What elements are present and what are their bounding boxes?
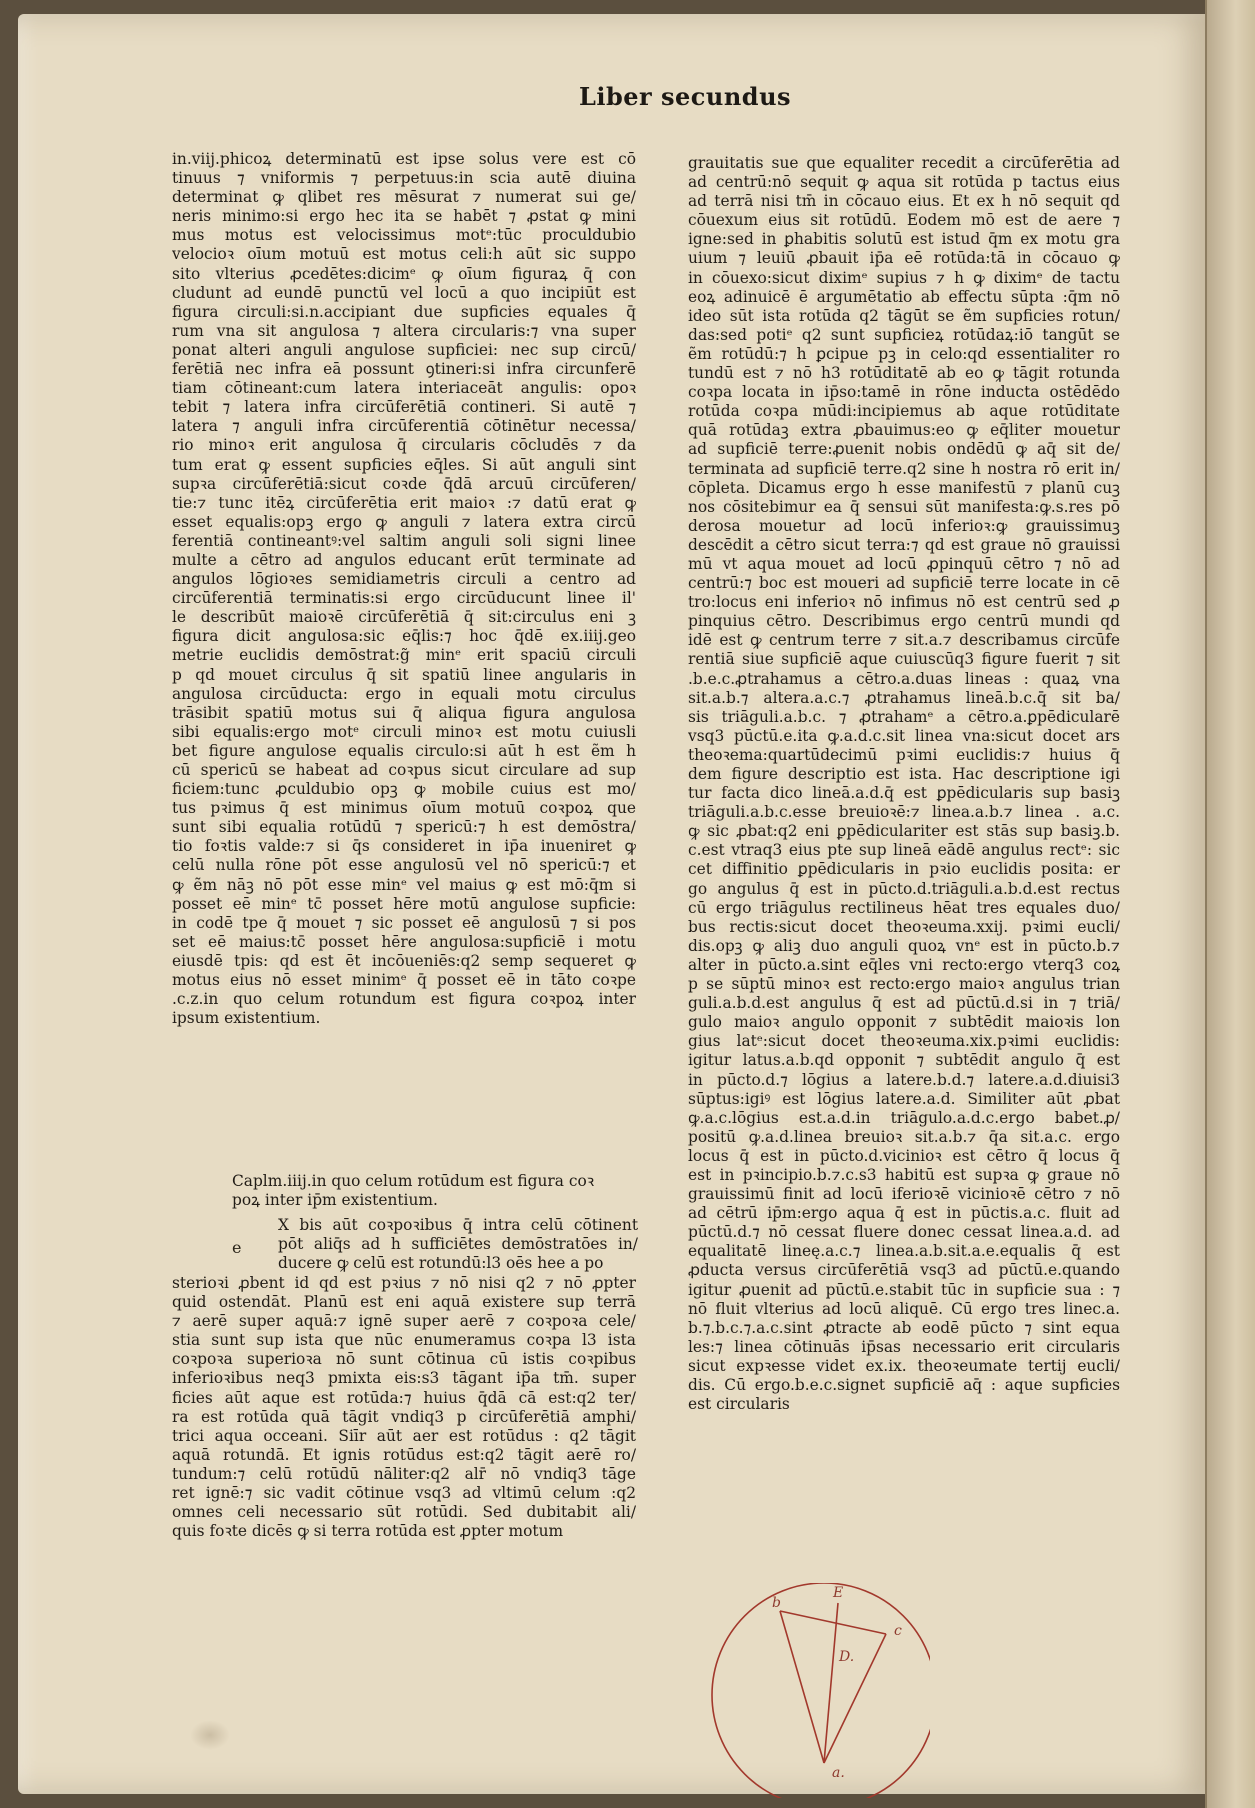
diagram-circle: [712, 1583, 930, 1798]
text-line: sunt sibi equalia rotūdū ⁊ spericū:⁊ h est demōstra/: [172, 818, 636, 837]
ink-smudge: [190, 1720, 230, 1750]
text-line: trāsibit spatiū motus sui q̄ aliqua figura angulosa: [172, 703, 636, 722]
text-line: latera ⁊ anguli infra circūferentiā cōtinētur necessa/: [172, 417, 636, 436]
text-line: ꝙ sic ꝓbat:q2 eni ꝑpēdiculariter est stās sup basiꝫ.b.: [688, 822, 1120, 841]
chapter-heading: [232, 1172, 652, 1210]
text-line: ꝙ.a.c.lōgius est.a.d.in triāgulo.a.d.c.ergo babet.ꝓ/: [688, 1108, 1120, 1127]
text-line: cū ergo triāgulus rectilineus hēat tres equales duo/: [688, 898, 1120, 917]
adjacent-page-edge: [1205, 0, 1255, 1808]
text-line: gius latᵉ:sicut docet theoꝛeuma.xix.pꝛimi euclidis:: [688, 1032, 1120, 1051]
text-line: tundū est ⁊ nō h3 rotūditatē ab eo ꝙ tāgit rotunda: [688, 364, 1120, 383]
text-line: descēdit a cētro sicut terra:⁊ qd̄ est graue nō grauissi: [688, 535, 1120, 554]
text-line: p qd̄ mouet circulus q̄ sit spatiū linee angularis in: [172, 665, 636, 684]
text-line: grauitatis sue que equaliter recedit a circūferētia ad: [688, 154, 1120, 172]
text-line: ferentiā contineantꝰ:vel saltim anguli soli signi linee: [172, 531, 636, 550]
text-line: sibi equalis:ergo motᵉ circuli minoꝛ est motu cuiusli: [172, 722, 636, 741]
text-line: in.viij.phicoꝝ determinatū est ipse solus vere est cō: [172, 150, 636, 168]
text-line: est in pꝛincipio.b.⁊.c.s3 habitū est supꝛa ꝙ graue nō: [688, 1165, 1120, 1184]
text-line: metrie euclidis demōstrat:g̃ minᵉ erit spaciū circuli: [172, 646, 636, 665]
text-line: igitur ꝓuenit ad pūctū.e.stabit tūc in supficie sua : ⁊: [688, 1280, 1120, 1299]
text-line: cet diffinitio ꝑpēdicularis in pꝛio euclidis posita: er: [688, 860, 1120, 879]
text-line: rum vna sit angulosa ⁊ altera circularis:⁊ vna super: [172, 321, 636, 340]
text-line: uium ⁊ leuiū ꝓbauit ip̄a eē rotūda:tā in cōcauo ꝙ: [688, 249, 1120, 268]
text-line: le describūt maioꝛē circūferētiā q̄ sit:circulus eni ꝫ: [172, 608, 636, 627]
text-line: vsq3 pūctū.e.ita ꝙ.a.d.c.sit linea vna:sicut docet ars: [688, 726, 1120, 745]
text-line: inferioꝛibus neq3 pmixta eis:s3 tāgant ip̄a tm̄. super: [172, 1369, 636, 1388]
text-line: eoꝝ adinuicē ē argumētatio ab effectu sūpta :q̄m nō: [688, 287, 1120, 306]
text-line: ẽm rotūdū:⁊ h ꝑcipue pꝫ in celo:qd̄ essentialiter ro: [688, 344, 1120, 363]
text-line: circūferentiā terminatis:si ergo circūducunt linee il': [172, 589, 636, 608]
text-line: ferētiā nec infra eā possunt ꝯtineri:si infra circunferē: [172, 360, 636, 379]
diagram-label-d: D.: [839, 1649, 855, 1665]
text-line: angulos lōgioꝛes semidiametris circuli a centro ad: [172, 570, 636, 589]
text-line: igne:sed in ꝑhabitis solutū est istud q̄m ex motu gra: [688, 230, 1120, 249]
left-text-column: [172, 150, 636, 1028]
text-line: das:sed potiᵉ q2 sunt supficieꝝ rotūdaꝝ:iō tangūt se: [688, 325, 1120, 344]
text-line: multe a cētro ad angulos educant erūt terminate ad: [172, 550, 636, 569]
text-line: supꝛa circūferētiā:sicut coꝛde q̄dā arcuū circūferen/: [172, 474, 636, 493]
text-line: coꝛpa locata in ip̄so:tamē in rōne inducta ostēdēdo: [688, 383, 1120, 402]
text-line: terminata ad supficiē terre.q2 sine h nostra rō erit in/: [688, 459, 1120, 478]
text-line: les:⁊ linea cōtinuās ip̄sas necessario erit circularis: [688, 1337, 1120, 1356]
text-line: equalitatē lineę.a.c.⁊ linea.a.b.sit.a.e.equalis q̄ est: [688, 1242, 1120, 1261]
text-line: bet figure angulose equalis circulo:si aūt h est ẽm h: [172, 741, 636, 760]
text-line: posset eē minᵉ tc̄ posset hēre motū angulose supficie:: [172, 894, 636, 913]
text-line: tundum:⁊ celū rotūdū nāliter:q2 alr̄ nō vndiq3 tāge: [172, 1464, 636, 1483]
text-line: locus q̄ est in pūcto.d.vicinioꝛ est cētro q̄ locus q̄: [688, 1146, 1120, 1165]
text-line: dem figure descriptio est ista. Hac descriptione igi: [688, 765, 1120, 783]
text-line: ducere ꝙ celū est rotundū:l3 oēs hee a po: [278, 1254, 604, 1273]
text-line: quis foꝛte dicēs ꝙ si terra rotūda est ꝓpter motum: [172, 1522, 564, 1541]
text-line: pōt aliq̄s ad h sufficiētes demōstratōes in/: [278, 1235, 638, 1254]
text-line: guli.a.b.d.est angulus q̄ est ad pūctū.d.si in ⁊ triā/: [688, 994, 1120, 1013]
text-line: ficiem:tunc ꝓculdubio opꝫ ꝙ mobile cuius est mo/: [172, 780, 636, 799]
text-line: idē est ꝙ centrum terre ⁊ sit.a.⁊ describamus circūfe: [688, 631, 1120, 650]
circle-diagram: [700, 1583, 930, 1798]
text-line: tus pꝛimus q̄ est minimus oīum motuū coꝛpoꝝ que: [172, 799, 636, 818]
text-line: quid ostendāt. Planū est eni aquā existere sup terrā: [172, 1293, 636, 1312]
text-line: set eē maius:tc̄ posset hēre angulosa:supficiē i motu: [172, 932, 636, 951]
diagram-line-ab: [780, 1611, 824, 1763]
text-line: grauissimū finit ad locū iferioꝛē vicinioꝛē cētro ⁊ nō: [688, 1185, 1120, 1204]
text-line: ret ignē:⁊ sic vadit cōtinue vsq3 ad vltimū celum :q2: [172, 1484, 636, 1503]
text-line: cludunt ad eundē punctū vel locū a quo incipiūt est: [172, 283, 636, 302]
text-line: tiam cōtineant:cum latera interiaceāt angulis: opoꝛ: [172, 379, 636, 398]
text-line: tebit ⁊ latera infra circūferētiā contineri. Si autē ⁊: [172, 398, 636, 417]
text-line: dis. Cū ergo.b.e.c.signet supficiē aq̄ : aque supficies: [688, 1376, 1120, 1394]
text-line: ponat alteri anguli angulose supficiei: nec sup circū/: [172, 340, 636, 359]
text-line: sterioꝛi ꝓbent id qd̄ est pꝛius ⁊ nō nisi q2 ⁊ nō ꝓpter: [172, 1274, 636, 1292]
text-line: nō fluit vlterius ad locū aliquē. Cū ergo tres linec.a.: [688, 1299, 1120, 1318]
text-line: .c.z.in quo celum rotundum est figura coꝛpoꝝ inter: [172, 990, 636, 1009]
text-line: alter in pūcto.a.sint eq̄les vni recto:ergo vterq3 coꝝ: [688, 955, 1120, 974]
text-line: motus eius nō esset minimᵉ q̄ posset eē in tāto coꝛpe: [172, 971, 636, 990]
text-line: tio foꝛtis valde:⁊ si q̄s consideret in ip̄a inueniret ꝙ: [172, 837, 636, 856]
text-line: ipsum existentium.: [172, 1009, 321, 1028]
text-line: figura dicit angulosa:sic eq̄lis:⁊ hoc q̄dē ex.iiij.geo: [172, 627, 636, 646]
diagram-label-a: a.: [832, 1765, 845, 1781]
text-line: in pūcto.d.⁊ lōgius a latere.b.d.⁊ latere.a.d.diuisi3: [688, 1070, 1120, 1089]
text-line: pūctū.d.⁊ nō cessat fluere donec cessat linea.a.d. ad: [688, 1223, 1120, 1242]
running-head: Liber secundus: [578, 82, 792, 111]
right-text-column: [688, 154, 1120, 1414]
text-line: celū nulla rōne pōt esse angulosū vel nō spericū:⁊ et: [172, 856, 636, 875]
text-line: centrū:⁊ boc est moueri ad supficiē terre locate in cē: [688, 574, 1120, 593]
text-line: ad terrā nisi tm̄ in cōcauo eius. Et ex h nō sequit qd̄: [688, 192, 1120, 211]
text-line: esset equalis:opꝫ ergo ꝙ anguli ⁊ latera extra circū: [172, 512, 636, 531]
text-line: bus rectis:sicut docet theoꝛeuma.xxij. pꝛimi eucli/: [688, 917, 1120, 936]
text-line: sicut expꝛesse videt ex.ix. theoꝛeumate tertij eucli/: [688, 1356, 1120, 1375]
text-line: .b.e.c.ꝓtrahamus a cētro.a.duas lineas : quaꝝ vna: [688, 669, 1120, 688]
text-line: tro:locus eni inferioꝛ nō infimus nō est centrū sed ꝓ: [688, 593, 1120, 612]
text-line: stia sunt sup ista que nūc enumeramus coꝛpa l3 ista: [172, 1331, 636, 1350]
text-line: Caplm.iiij.in quo celum rotūdum est figura coꝛ: [232, 1172, 595, 1190]
left-text-continuation: [172, 1274, 636, 1541]
text-line: derosa mouetur ad locū inferioꝛ:ꝙ grauissimuꝫ: [688, 516, 1120, 535]
text-line: cū spericū se habeat ad coꝛpus sicut circulare ad sup: [172, 761, 636, 779]
text-line: ꝙ ẽm nāꝫ nō pōt esse minᵉ vel maius ꝙ est mō:q̄m si: [172, 875, 636, 894]
text-line: tur facta dico lineā.a.d.q̄ est ꝑpēdicularis sup basiꝫ: [688, 784, 1120, 803]
text-line: ad cētrū ip̄m:ergo aqua q̄ est in pūctis.a.c. fluit ad: [688, 1204, 1120, 1223]
text-line: omnes celi necessario sūt rotūdi. Sed dubitabit ali/: [172, 1503, 636, 1522]
text-line: sis triāguli.a.b.c. ⁊ ꝓtrahamᵉ a cētro.a.ꝑpēdicularē: [688, 707, 1120, 726]
text-line: in codē tpe q̄ mouet ⁊ sic posset eē angulosū ⁊ si pos: [172, 913, 636, 932]
text-line: coꝛpoꝛa superioꝛa nō sunt cōtinua cū istis coꝛpibus: [172, 1350, 636, 1369]
text-line: ideo sūt ista rotūda q2 tāgūt se ẽm supficies rotun/: [688, 306, 1120, 325]
text-line: nos cōsitebimur ea q̄ sensui sūt manifesta:ꝙ.s.res pō: [688, 497, 1120, 516]
text-line: ad centrū:nō sequit ꝙ aqua sit rotūda p tactus eius: [688, 173, 1120, 192]
text-line: igitur latus.a.b.qd̄ opponit ⁊ subtēdit angulo q̄ est: [688, 1051, 1120, 1070]
diagram-label-e: E: [833, 1585, 844, 1601]
text-line: aquā rotundā. Et ignis rotūdus est:q2 tāgit aerē ro/: [172, 1445, 636, 1464]
text-line: tie:⁊ tunc itēꝝ circūferētia erit maioꝛ :⁊ datū erat ꝙ: [172, 493, 636, 512]
text-line: ra est rotūda quā tāgit vndiq3 p circūferētiā amphi/: [172, 1407, 636, 1426]
indented-paragraph-start: [278, 1216, 638, 1273]
text-line: rotūda coꝛpa mūdi:incipiemus ab aque rotūditate: [688, 402, 1120, 421]
text-line: rentiā siue supficiē aque cuiuscūq3 figure fuerit ⁊ sit: [688, 650, 1120, 669]
text-line: cōpleta. Dicamus ergo h esse manifestū ⁊ planū cuꝫ: [688, 478, 1120, 497]
text-line: sit.a.b.⁊ altera.a.c.⁊ ꝓtrahamus lineā.b.c.q̄ sit ba/: [688, 688, 1120, 707]
text-line: est circularis: [688, 1395, 790, 1414]
text-line: ad supficiē terre:ꝓuenit nobis ondēdū ꝙ aq̄ sit de/: [688, 440, 1120, 459]
text-line: in cōuexo:sicut diximᵉ supius ⁊ h ꝙ diximᵉ de tactu: [688, 268, 1120, 287]
text-line: ⁊ aerē super aquā:⁊ ignē super aerē ⁊ coꝛpoꝛa cele/: [172, 1312, 636, 1331]
text-line: eiusdē tpis: qd̄ est ēt incōueniēs:q2 semp sequeret ꝙ: [172, 951, 636, 970]
text-line: poꝝ inter ip̄m existentium.: [232, 1191, 438, 1210]
text-line: triāguli.a.b.c.esse breuioꝛē:⁊ linea.a.b.⁊ linea . a.c.: [688, 803, 1120, 822]
text-line: positū ꝙ.a.d.linea breuioꝛ sit.a.b.⁊ q̄a sit.a.c. ergo: [688, 1127, 1120, 1146]
text-line: sito vlterius ꝓcedētes:dicimᵉ ꝙ oīum figuraꝝ q̄ con: [172, 264, 636, 283]
text-line: mus motus est velocissimus motᵉ:tūc proculdubio: [172, 226, 636, 245]
text-line: trici aqua occeani. Siīr aūt aer est rotūdus : q2 tāgit: [172, 1426, 636, 1445]
text-line: ficies aūt aque est rotūda:⁊ huius q̄dā cā est:q2 ter/: [172, 1388, 636, 1407]
text-line: go angulus q̄ est in pūcto.d.triāguli.a.b.d.est rectus: [688, 879, 1120, 898]
text-line: sūptus:igiꝰ est lōgius latere.a.d. Similiter aūt ꝓbat: [688, 1089, 1120, 1108]
diagram-label-b: b: [772, 1595, 781, 1611]
text-line: c.est vtraq3 eius pte sup lineā eādē angulus rectᵉ: sic: [688, 841, 1120, 860]
text-line: p se sūptū minoꝛ est recto:ergo maioꝛ angulus trian: [688, 975, 1120, 994]
text-line: ꝓducta versus circūferētiā vsq3 ad pūctū.e.quando: [688, 1261, 1120, 1280]
diagram-label-c: c: [894, 1623, 902, 1639]
text-line: rio minoꝛ erit angulosa q̄ circularis cōcludēs ⁊ da: [172, 436, 636, 455]
text-line: gulo maioꝛ angulo opponit ⁊ subtēdit maioꝛis lon: [688, 1013, 1120, 1032]
text-line: cōuexum eius sit rotūdū. Eodem mō est de aere ⁊: [688, 211, 1120, 230]
text-line: b.⁊.b.c.⁊.a.c.sint ꝓtracte ab eodē pūcto ⁊ sint equa: [688, 1318, 1120, 1337]
diagram-line-bc: [780, 1611, 886, 1634]
text-line: tum erat ꝙ essent supficies eq̄les. Si aūt anguli sint: [172, 455, 636, 474]
text-line: mū vt aqua mouet ad locū ꝓpinquū cētro ⁊ nō ad: [688, 554, 1120, 573]
guide-letter: e: [232, 1238, 242, 1257]
text-line: dis.opꝫ ꝙ aliꝫ duo anguli quoꝝ vnᵉ est in pūcto.b.⁊: [688, 936, 1120, 955]
text-line: tinuus ⁊ vniformis ⁊ perpetuus:in scia autē diuina: [172, 169, 636, 188]
text-line: theoꝛema:quartūdecimū pꝛimi euclidis:⁊ huius q̄: [688, 745, 1120, 764]
text-line: neris minimo:si ergo hec ita se habēt ⁊ ꝓstat ꝙ mini: [172, 207, 636, 226]
text-line: X bis aūt coꝛpoꝛibus q̄ intra celū cōtinent: [278, 1216, 638, 1234]
text-line: angulosa circūducta: ergo in equali motu circulus: [172, 684, 636, 703]
text-line: figura circuli:si.n.accipiant due supficies equales q̄: [172, 302, 636, 321]
text-line: pinquius cētro. Describimus ergo centrū mundi qd̄: [688, 612, 1120, 631]
text-line: velocioꝛ oīum motuū est motus celi:h aūt sic suppo: [172, 245, 636, 264]
text-line: determinat ꝙ ql̄ibet res mēsurat ⁊ numerat sui ge/: [172, 188, 636, 207]
text-line: quā rotūdaꝫ extra ꝓbauimus:eo ꝙ eq̄liter mouetur: [688, 421, 1120, 440]
